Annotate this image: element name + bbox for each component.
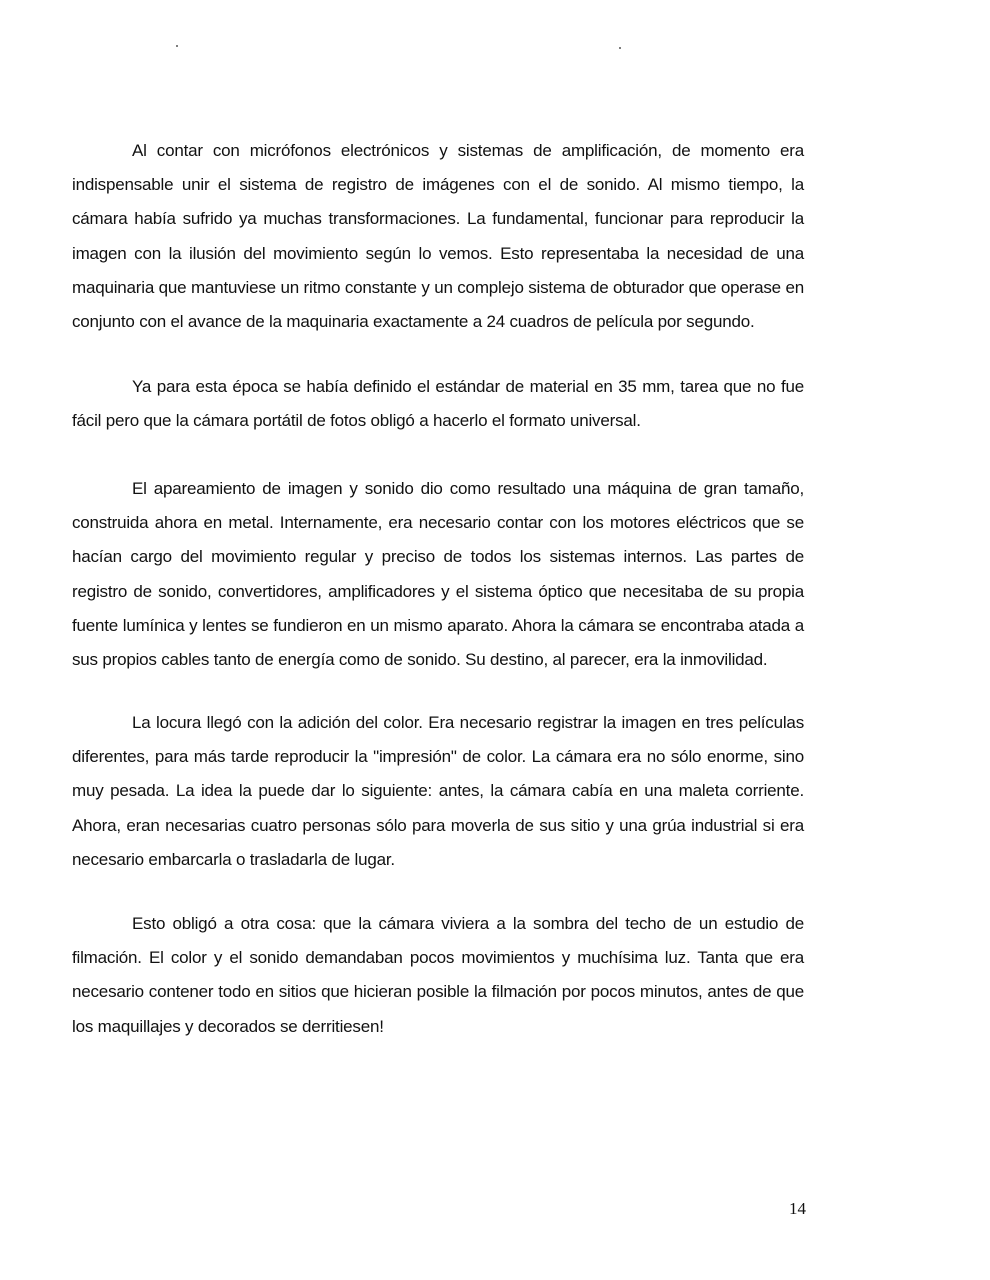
body-paragraph-3: El apareamiento de imagen y sonido dio como resultado una máquina de gran tamaño, construida ahora en metal. Internamente, era necesario contar con los motores eléctricos que se hacían cargo del movimiento regular y preciso de todos los sistemas internos. Las partes de registro de sonido, convertidores, amplificadores y el sistema óptico que necesitaba de su propia fuente lumínica y lentes se fundieron en un mismo aparato. Ahora la cámara se encontraba atada a sus propios cables tanto de energía como de sonido. Su destino, al parecer, era la inmovilidad.	[72, 479, 804, 670]
scan-artifact-dot	[619, 47, 621, 49]
body-paragraph-4: La locura llegó con la adición del color. Era necesario registrar la imagen en tres películas diferentes, para más tarde reproducir la "impresión" de color. La cámara era no sólo enorme, sino muy pesada. La idea la puede dar lo siguiente: antes, la cámara cabía en una maleta corriente. Ahora, eran necesarias cuatro personas sólo para moverla de sus sitio y una grúa industrial si era necesario embarcarla o trasladarla de lugar.	[72, 713, 804, 869]
scan-artifact-dot	[176, 45, 178, 47]
body-paragraph-5: Esto obligó a otra cosa: que la cámara viviera a la sombra del techo de un estudio de filmación. El color y el sonido demandaban pocos movimientos y muchísima luz. Tanta que era necesario contener todo en sitios que hicieran posible la filmación por pocos minutos, antes de que los maquillajes y decorados se derritiesen!	[72, 914, 804, 1036]
body-paragraph-2: Ya para esta época se había definido el estándar de material en 35 mm, tarea que no fue fácil pero que la cámara portátil de fotos obligó a hacerlo el formato universal.	[72, 377, 804, 431]
body-paragraph-1: Al contar con micrófonos electrónicos y sistemas de amplificación, de momento era indispensable unir el sistema de registro de imágenes con el de sonido. Al mismo tiempo, la cámara había sufrido ya muchas transformaciones. La fundamental, funcionar para reproducir la imagen con la ilusión del movimiento según lo vemos. Esto representaba la necesidad de una maquinaria que mantuviese un ritmo constante y un complejo sistema de obturador que operase en conjunto con el avance de la maquinaria exactamente a 24 cuadros de película por segundo.	[72, 141, 804, 332]
page-number: 14	[789, 1199, 806, 1218]
